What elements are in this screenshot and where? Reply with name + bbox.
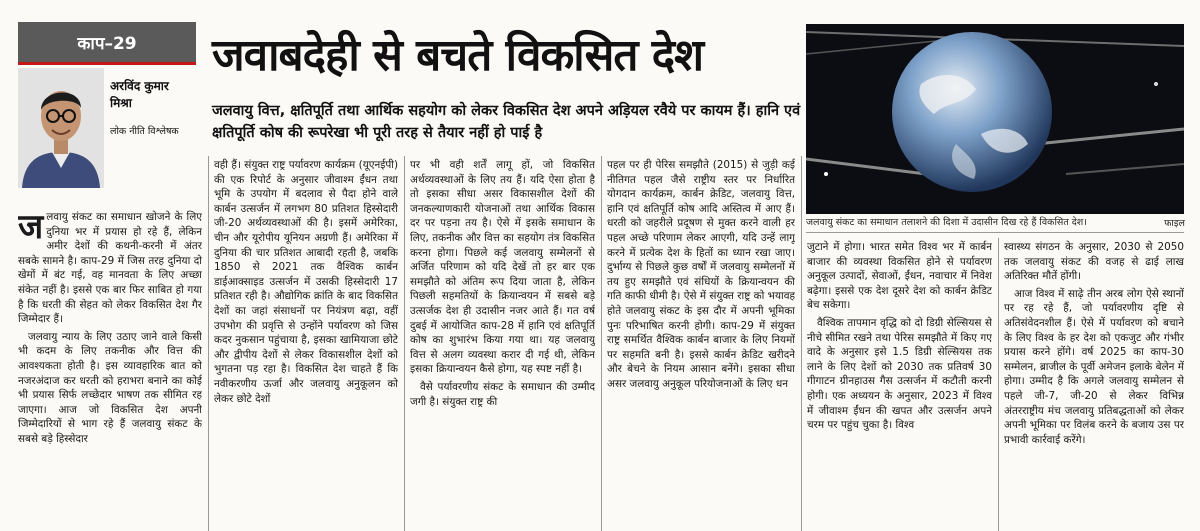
author-name-line1: अरविंद कुमार	[110, 79, 169, 93]
author-photo	[18, 68, 104, 188]
headline: जवाबदेही से बचते विकसित देश	[212, 30, 704, 81]
paragraph: लवायु संकट का समाधान खोजने के लिए दुनिया भर में प्रयास हो रहे हैं, लेकिन अमीर देशों की कथनी-करनी में अंतर सबके सामने है। काप-29 में जिस तरह दुनिया दो खेमों में बंट गई, वह मानवता के लिए अच्छा संकेत नहीं है। इससे एक बार फिर साबित हो गया है कि धरती की सेहत को लेकर विकसित देश गैर जिम्मेदार हैं।	[18, 211, 202, 326]
column-rule	[998, 238, 999, 531]
column-tag: काप–29	[18, 22, 196, 62]
column-rule	[601, 156, 602, 531]
paragraph: पर भी वही शर्तें लागू हों, जो विकसित अर्थव्यवस्थाओं के लिए तय हैं। यदि ऐसा होता है तो इसका सीधा असर विकासशील देशों की जनकल्याणकारी योजनाओं तथा आर्थिक विकास दर पर पड़ना तय है। ऐसे में इसके समाधान के लिए, तकनीक और वित्त का सहयोग तंत्र विकसित करना होगा। पिछले कई जलवायु सम्मेलनों से अर्जित परिणाम को यदि देखें तो हर बार एक समझौते को अंतिम रूप दिया जाता है, लेकिन पिछली सहमतियों के क्रियान्वयन में सबसे बड़े उत्सर्जक देश ही उदासीन नजर आते हैं। गत वर्ष दुबई में आयोजित काप-28 में हानि एवं क्षतिपूर्ति कोष का शुभारंभ किया गया था। यह जलवायु वित्त से अलग व्यवस्था करार दी गई थी, लेकिन इसका क्रियान्वयन कैसे होगा, यह स्पष्ट नहीं है।	[410, 159, 595, 376]
column-rule	[801, 156, 802, 531]
body-column-2	[214, 158, 398, 528]
author-name	[110, 78, 200, 112]
globe-photo	[806, 24, 1184, 214]
paragraph: पहल पर ही पेरिस समझौते (2015) से जुड़ी कई नीतिगत पहल जैसे राष्ट्रीय स्तर पर निर्धारित योगदान कार्यक्रम, कार्बन क्रेडिट, जलवायु वित्त, हानि एवं क्षतिपूर्ति कोष आदि अस्तित्व में आए हैं। धरती को जहरीले प्रदूषण से मुक्त करने वाली हर पहल अच्छे परिणाम लेकर आएगी, यदि उन्हें लागू करने में प्रत्येक देश के हितों का ध्यान रखा जाए। दुर्भाग्य से पिछले कुछ वर्षों में जलवायु सम्मेलनों में तय हुए समझौते एवं संधियों के क्रियान्वयन की गति काफी धीमी है। ऐसे में संयुक्त राष्ट्र को भयावह होते जलवायु संकट के इस दौर में अपनी भूमिका पुनः परिभाषित करनी होगी। काप-29 में संयुक्त राष्ट्र समर्थित वैश्विक कार्बन बाजार के लिए नियमों पर सहमति बनी है। इससे कार्बन क्रेडिट खरीदने और बेचने के नियम आसान बनेंगे। इसका सीधा असर जलवायु अनुकूल परियोजनाओं के लिए धन	[607, 159, 795, 390]
paragraph: वैश्विक तापमान वृद्धि को दो डिग्री सेल्सियस से नीचे सीमित रखने तथा पेरिस समझौते में किए गए वादे के अनुसार इसे 1.5 डिग्री सेल्सियस तक लाने के लिए देशों को 2030 तक प्रतिवर्ष 30 गीगाटन ग्रीनहाउस गैस उत्सर्जन में कटौती करनी होगी। एक अध्ययन के अनुसार, 2023 में विश्व में जीवाश्म ईंधन की खपत और उत्सर्जन अपने चरम पर पहुंच चुका है। विश्व	[807, 316, 992, 432]
body-column-6	[1004, 240, 1184, 528]
body-column-1	[18, 210, 202, 528]
column-rule	[208, 156, 209, 531]
paragraph: स्वास्थ्य संगठन के अनुसार, 2030 से 2050 तक जलवायु संकट की वजह से ढाई लाख अतिरिक्त मौतें होंगी।	[1004, 241, 1184, 283]
paragraph: आज विश्व में साढ़े तीन अरब लोग ऐसे स्थानों पर रह रहे हैं, जो पर्यावरणीय दृष्टि से अतिसंवेदनशील हैं। ऐसे में पर्यावरण को बचाने के लिए विश्व के हर देश को एकजुट और गंभीर प्रयास करने होंगे। वर्ष 2025 का काप-30 सम्मेलन, ब्राजील के पूर्वी अमेजन इलाके बेलेन में होगा। उम्मीद है कि अगले जलवायु सम्मेलन से पहले जी-7, जी-20 से लेकर विभिन्न अंतरराष्ट्रीय मंच जलवायु प्रतिबद्धताओं को लेकर अपनी भूमिका पर विलंब करने के बजाय उस पर प्रभावी कार्रवाई करेंगे।	[1004, 287, 1184, 446]
body-column-3	[410, 158, 595, 528]
drop-cap: ज	[18, 210, 44, 247]
author-role: लोक नीति विश्लेषक	[110, 126, 179, 137]
column-rule	[404, 156, 405, 531]
deck: जलवायु वित्त, क्षतिपूर्ति तथा आर्थिक सहयोग को लेकर विकसित देश अपने अड़ियल रवैये पर कायम हैं। हानि एवं क्षतिपूर्ति कोष की रूपरेखा भी पूरी तरह से तैयार नहीं हो पाई है	[212, 103, 801, 141]
paragraph: वैसे पर्यावरणीय संकट के समाधान की उम्मीद जगी है। संयुक्त राष्ट्र की	[410, 380, 595, 408]
author-name-line2: मिश्रा	[110, 96, 132, 110]
column-tag-underline	[18, 62, 196, 65]
image-credit: फाइल	[1164, 218, 1185, 229]
paragraph: जुटाने में होगा। भारत समेत विश्व भर में कार्बन बाजार की व्यवस्था विकसित होने से पर्यावरण अनुकूल उत्पादों, सेवाओं, ईंधन, नवाचार में निवेश बढ़ेगा। इससे एक देश दूसरे देश को कार्बन क्रेडिट बेच सकेगा।	[807, 241, 992, 312]
caption-rule	[806, 232, 1184, 233]
paragraph: वही हैं। संयुक्त राष्ट्र पर्यावरण कार्यक्रम (यूएनईपी) की एक रिपोर्ट के अनुसार जीवाश्म ईंधन तथा भूमि के उपयोग में बदलाव से पैदा होने वाले कार्बन उत्सर्जन में लगभग 80 प्रतिशत हिस्सेदारी जी-20 अर्थव्यवस्थाओं की है। इसमें अमेरिका, चीन और यूरोपीय यूनियन अग्रणी हैं। अमेरिका में दुनिया की चार प्रतिशत आबादी रहती है, जबकि 1850 से 2021 तक वैश्विक कार्बन डाईआक्साइड उत्सर्जन में उसकी हिस्सेदारी 17 प्रतिशत रही है। औद्योगिक क्रांति के बाद विकसित देशों का जहां संसाधनों पर नियंत्रण बढ़ा, वहीं उपभोग की प्रवृत्ति से उन्होंने पर्यावरण को जिस कदर नुकसान पहुंचाया है, इसका खामियाजा छोटे और द्वीपीय देशों से लेकर विकासशील देशों को भुगतना पड़ रहा है। विकसित देश चाहते हैं कि नवीकरणीय ऊर्जा और जलवायु अनुकूलन को लेकर छोटे देशों	[214, 159, 398, 405]
image-caption: जलवायु संकट का समाधान तलाशने की दिशा में उदासीन दिख रहे हैं विकसित देश।	[806, 217, 1087, 228]
body-column-5	[807, 240, 992, 528]
paragraph: जलवायु न्याय के लिए उठाए जाने वाले किसी भी कदम के लिए तकनीक और वित्त की आवश्यकता होती है। इस व्यावहारिक बात को नजरअंदाज कर धरती को हराभरा बनाने का कोई भी प्रयास सिर्फ लच्छेदार भाषण तक सीमित रह जाएगा। आज जो विकसित देश अपनी जिम्मेदारियों से भाग रहे हैं जलवायु संकट के सबसे बड़े हिस्सेदार	[18, 330, 202, 445]
body-column-4	[607, 158, 795, 528]
